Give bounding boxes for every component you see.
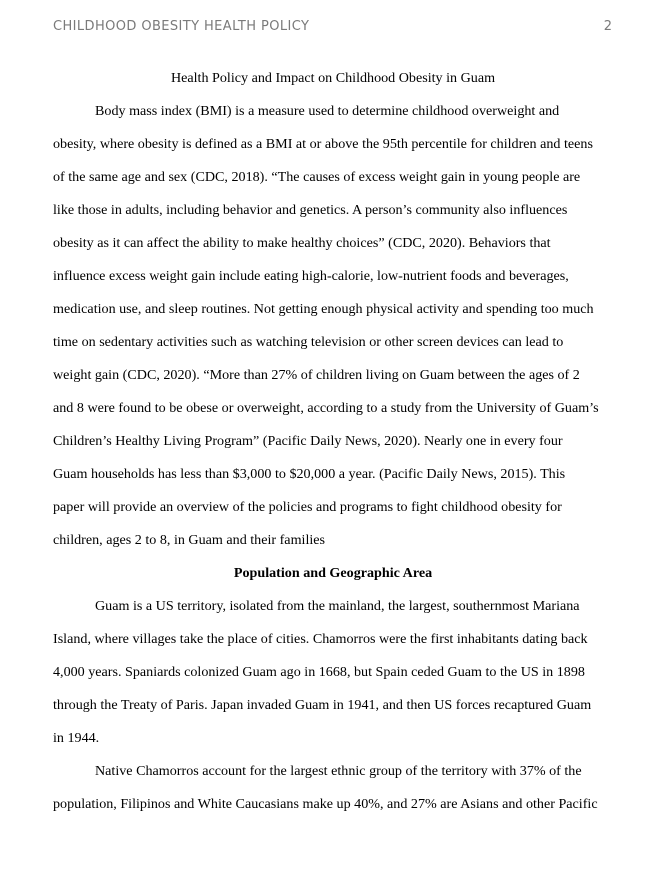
text-line: Guam households has less than $3,000 to $20,000 a year. (Pacific Daily News, 2015). This (53, 466, 566, 482)
document-body (53, 62, 613, 821)
text-line: like those in adults, including behavior and genetics. A person’s community also influences (53, 202, 568, 218)
text-line: 4,000 years. Spaniards colonized Guam ago in 1668, but Spain ceded Guam to the US in 1898 (53, 664, 585, 680)
text-line: time on sedentary activities such as watching television or other screen devices can lead to (53, 334, 564, 350)
text-line: Body mass index (BMI) is a measure used to determine childhood overweight and (95, 103, 560, 119)
section-heading: Population and Geographic Area (233, 565, 433, 581)
text-line: Island, where villages take the place of cities. Chamorros were the first inhabitants dating back (53, 631, 588, 647)
document-title: Health Policy and Impact on Childhood Obesity in Guam (170, 70, 496, 86)
text-line: and 8 were found to be obese or overweight, according to a study from the University of Guam’s (53, 400, 599, 416)
geography-paragraph (53, 590, 613, 755)
intro-paragraph (53, 95, 613, 557)
text-line: children, ages 2 to 8, in Guam and their families (53, 532, 326, 548)
page-number: 2 (603, 19, 612, 34)
text-line: population, Filipinos and White Caucasians make up 40%, and 27% are Asians and other Pacific (53, 796, 598, 812)
text-line: of the same age and sex (CDC, 2018). “The causes of excess weight gain in young people are (53, 169, 581, 185)
text-line: influence excess weight gain include eating high-calorie, low-nutrient foods and beverages, (53, 268, 569, 284)
text-line: Guam is a US territory, isolated from the mainland, the largest, southernmost Mariana (95, 598, 580, 614)
text-line: obesity as it can affect the ability to make healthy choices” (CDC, 2020). Behaviors that (53, 235, 551, 251)
running-head: CHILDHOOD OBESITY HEALTH POLICY (53, 19, 310, 34)
population-paragraph (53, 755, 613, 821)
text-line: medication use, and sleep routines. Not getting enough physical activity and spending too much (53, 301, 594, 317)
text-line: Children’s Healthy Living Program” (Pacific Daily News, 2020). Nearly one in every four (53, 433, 563, 449)
text-line: through the Treaty of Paris. Japan invaded Guam in 1941, and then US forces recaptured Guam (53, 697, 592, 713)
text-line: weight gain (CDC, 2020). “More than 27% of children living on Guam between the ages of 2 (53, 367, 580, 383)
text-line: in 1944. (53, 730, 100, 746)
text-line: paper will provide an overview of the policies and programs to fight childhood obesity for (53, 499, 562, 515)
text-line: Native Chamorros account for the largest ethnic group of the territory with 37% of the (95, 763, 582, 779)
text-line: obesity, where obesity is defined as a BMI at or above the 95th percentile for children and teens (53, 136, 593, 152)
